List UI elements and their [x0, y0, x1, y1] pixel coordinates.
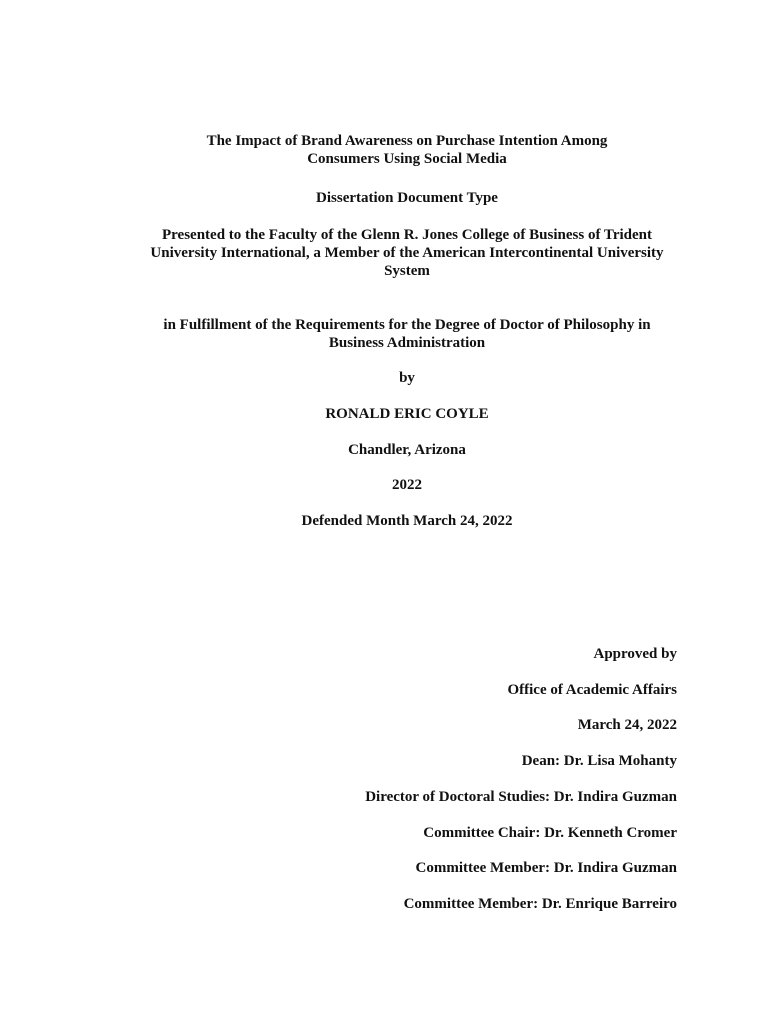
approving-office: Office of Academic Affairs	[507, 682, 677, 698]
fulfillment-line-1: in Fulfillment of the Requirements for the Degree of Doctor of Philosophy in	[163, 317, 651, 333]
author-text: RONALD ERIC COYLE	[325, 406, 489, 422]
dissertation-title	[150, 132, 664, 168]
document-type	[150, 189, 664, 207]
location	[150, 441, 664, 459]
year-text: 2022	[392, 477, 422, 493]
title-line-1: The Impact of Brand Awareness on Purchase Intention Among	[206, 133, 608, 149]
committee-member-2: Committee Member: Dr. Enrique Barreiro	[403, 896, 677, 912]
document-type-text: Dissertation Document Type	[316, 190, 498, 206]
approval-date: March 24, 2022	[577, 717, 677, 733]
year	[150, 476, 664, 494]
defended-text: Defended Month March 24, 2022	[301, 513, 513, 529]
committee-chair: Committee Chair: Dr. Kenneth Cromer	[423, 825, 677, 841]
dean: Dean: Dr. Lisa Mohanty	[521, 753, 677, 769]
by-text: by	[399, 370, 415, 386]
presented-to-line-2: University International, a Member of the American Intercontinental University	[150, 245, 664, 261]
fulfillment-line-2: Business Administration	[328, 335, 486, 351]
author-name	[150, 405, 664, 423]
committee-member-1: Committee Member: Dr. Indira Guzman	[415, 860, 677, 876]
director-of-doctoral-studies: Director of Doctoral Studies: Dr. Indira Guzman	[365, 789, 677, 805]
by-label	[150, 369, 664, 387]
presented-to-line-1: Presented to the Faculty of the Glenn R. Jones College of Business of Trident	[162, 227, 652, 243]
presented-to	[150, 226, 664, 280]
title-line-2: Consumers Using Social Media	[307, 151, 507, 167]
defended-date	[150, 512, 664, 530]
presented-to-line-3: System	[384, 263, 430, 279]
approved-by: Approved by	[593, 646, 677, 662]
fulfillment-statement	[150, 316, 664, 352]
location-text: Chandler, Arizona	[348, 442, 466, 458]
